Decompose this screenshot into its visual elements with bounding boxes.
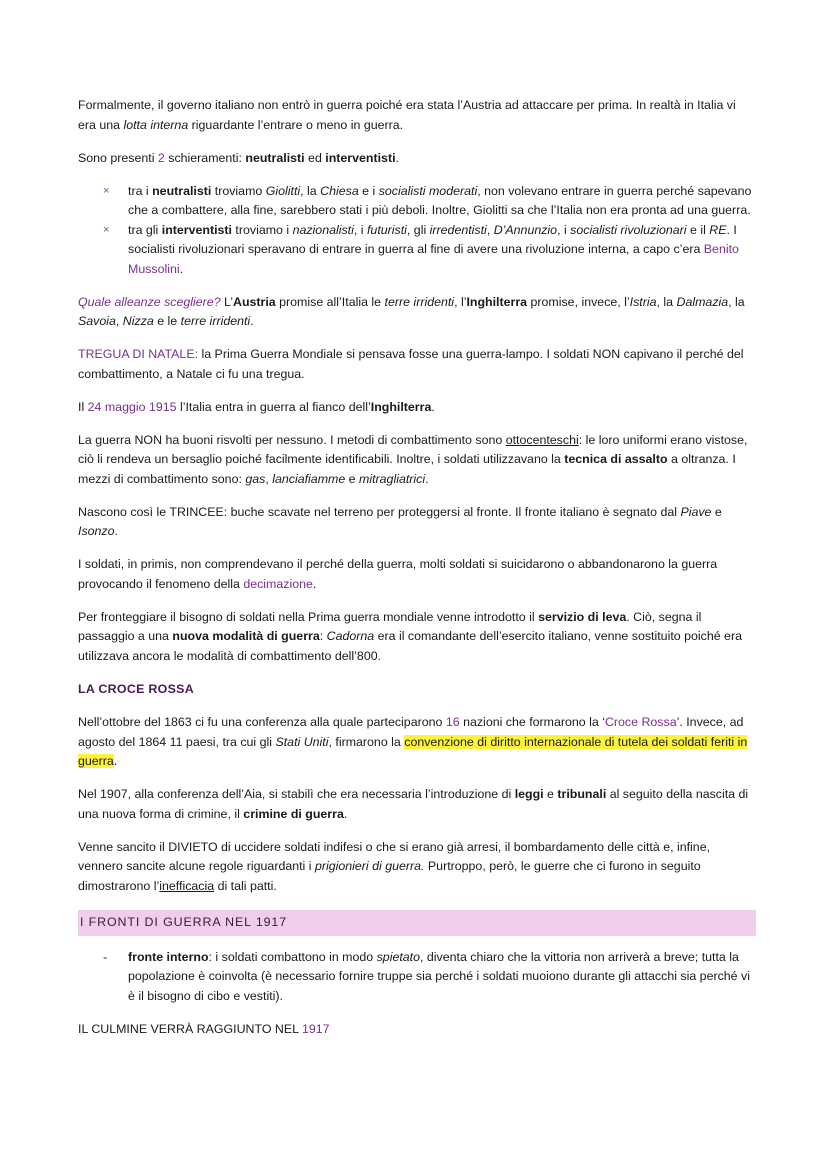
list-item-interventisti: × tra gli interventisti troviamo i nazionalisti, i futuristi, gli irredentisti, D’Annunzio, i socialisti rivoluzionari e il RE. I socialisti rivoluzionari speravano di entrare in guerra al fine di avere una rivoluzione interna, a capo c’era Benito Mussolini.	[103, 222, 739, 276]
cross-bullet-icon: ×	[103, 223, 110, 236]
paragraph-alleanze: Quale alleanze scegliere? L’Austria promise all’Italia le terre irridenti, l’Inghilterra promise, invece, l’Istria, la Dalmazia, la Savoia, Nizza e le terre irridenti.	[78, 294, 745, 328]
highlighted-text: convenzione di diritto internazionale di tutela dei soldati feriti in guerra	[78, 734, 748, 768]
dash-bullet-icon: -	[103, 949, 108, 964]
fronti-list	[78, 948, 756, 1007]
paragraph-divieto: Venne sancito il DIVIETO di uccidere soldati indifesi o che si erano già arresi, il bombardamento delle città e, infine, vennero sancite alcune regole riguardanti i prigionieri di guerra. Purtroppo, però, le guerre che ci furono in seguito dimostrarono l’inefficacia di tali patti.	[78, 839, 711, 893]
paragraph-aia: Nel 1907, alla conferenza dell’Aia, si stabilì che era necessaria l’introduzione di leggi e tribunali al seguito della nascita di una nuova forma di crimine, il crimine di guerra.	[78, 787, 749, 821]
cross-bullet-icon: ×	[103, 184, 110, 197]
paragraph-tregua: TREGUA DI NATALE: la Prima Guerra Mondiale si pensava fosse una guerra-lampo. I soldati NON capivano il perché del combattimento, a Natale ci fu una tregua.	[78, 347, 744, 381]
paragraph-trincee: Nascono così le TRINCEE: buche scavate nel terreno per proteggersi al fronte. Il fronte italiano è segnato dal Piave e Isonzo.	[78, 504, 722, 538]
paragraph-intro: Formalmente, il governo italiano non entrò in guerra poiché era stata l’Austria ad attaccare per prima. In realtà in Italia vi era una lotta interna riguardante l’entrare o meno in guerra.	[78, 98, 736, 132]
heading-croce-rossa: LA CROCE ROSSA	[78, 681, 194, 696]
list-item-neutralisti: × tra i neutralisti troviamo Giolitti, la Chiesa e i socialisti moderati, non volevano entrare in guerra perché sapevano che a combattere, alla fine, sarebbero stati i più deboli. Inoltre, Giolitti sa che l’Italia non era pronta ad una guerra.	[103, 183, 752, 217]
paragraph-leva: Per fronteggiare il bisogno di soldati nella Prima guerra mondiale venne introdotto il servizio di leva. Ciò, segna il passaggio a una nuova modalità di guerra: Cadorna era il comandante dell’esercito italiano, venne sostituito poiché era utilizzava ancora le modalità di combattimento dell’800.	[78, 609, 742, 663]
paragraph-metodi: La guerra NON ha buoni risvolti per nessuno. I metodi di combattimento sono ottocenteschi: le loro uniformi erano vistose, ciò li rendeva un bersaglio poiché facilmente identificabili. Inoltre, i soldati utilizzavano la tecnica di assalto a oltranza. I mezzi di combattimento sono: gas, lanciafiamme e mitragliatrici.	[78, 432, 748, 486]
list-item-fronte-interno: - fronte interno: i soldati combattono in modo spietato, diventa chiaro che la vittoria non arriverà a breve; tutta la popolazione è coinvolta (è necessario fornire truppe sia perché i soldati muoiono durante gli attacchi sia perché vi è il bisogno di cibo e vestiti).	[103, 949, 750, 1003]
document-page	[78, 96, 756, 1053]
paragraph-culmine: IL CULMINE VERRÀ RAGGIUNTO NEL 1917	[78, 1021, 330, 1036]
heading-fronti-1917: I FRONTI DI GUERRA NEL 1917	[78, 910, 756, 936]
paragraph-croce-rossa: Nell’ottobre del 1863 ci fu una conferenza alla quale parteciparono 16 nazioni che formarono la ‘Croce Rossa’. Invece, ad agosto del 1864 11 paesi, tra cui gli Stati Uniti, firmarono la convenzione di diritto internazionale di tutela dei soldati feriti in guerra.	[78, 715, 748, 768]
paragraph-schieramenti: Sono presenti 2 schieramenti: neutralisti ed interventisti.	[78, 150, 399, 165]
paragraph-entrata: Il 24 maggio 1915 l’Italia entra in guerra al fianco dell’Inghilterra.	[78, 399, 435, 414]
schieramenti-list	[78, 182, 756, 280]
paragraph-decimazione: I soldati, in primis, non comprendevano il perché della guerra, molti soldati si suicidarono o abbandonarono la guerra provocando il fenomeno della decimazione.	[78, 557, 718, 591]
